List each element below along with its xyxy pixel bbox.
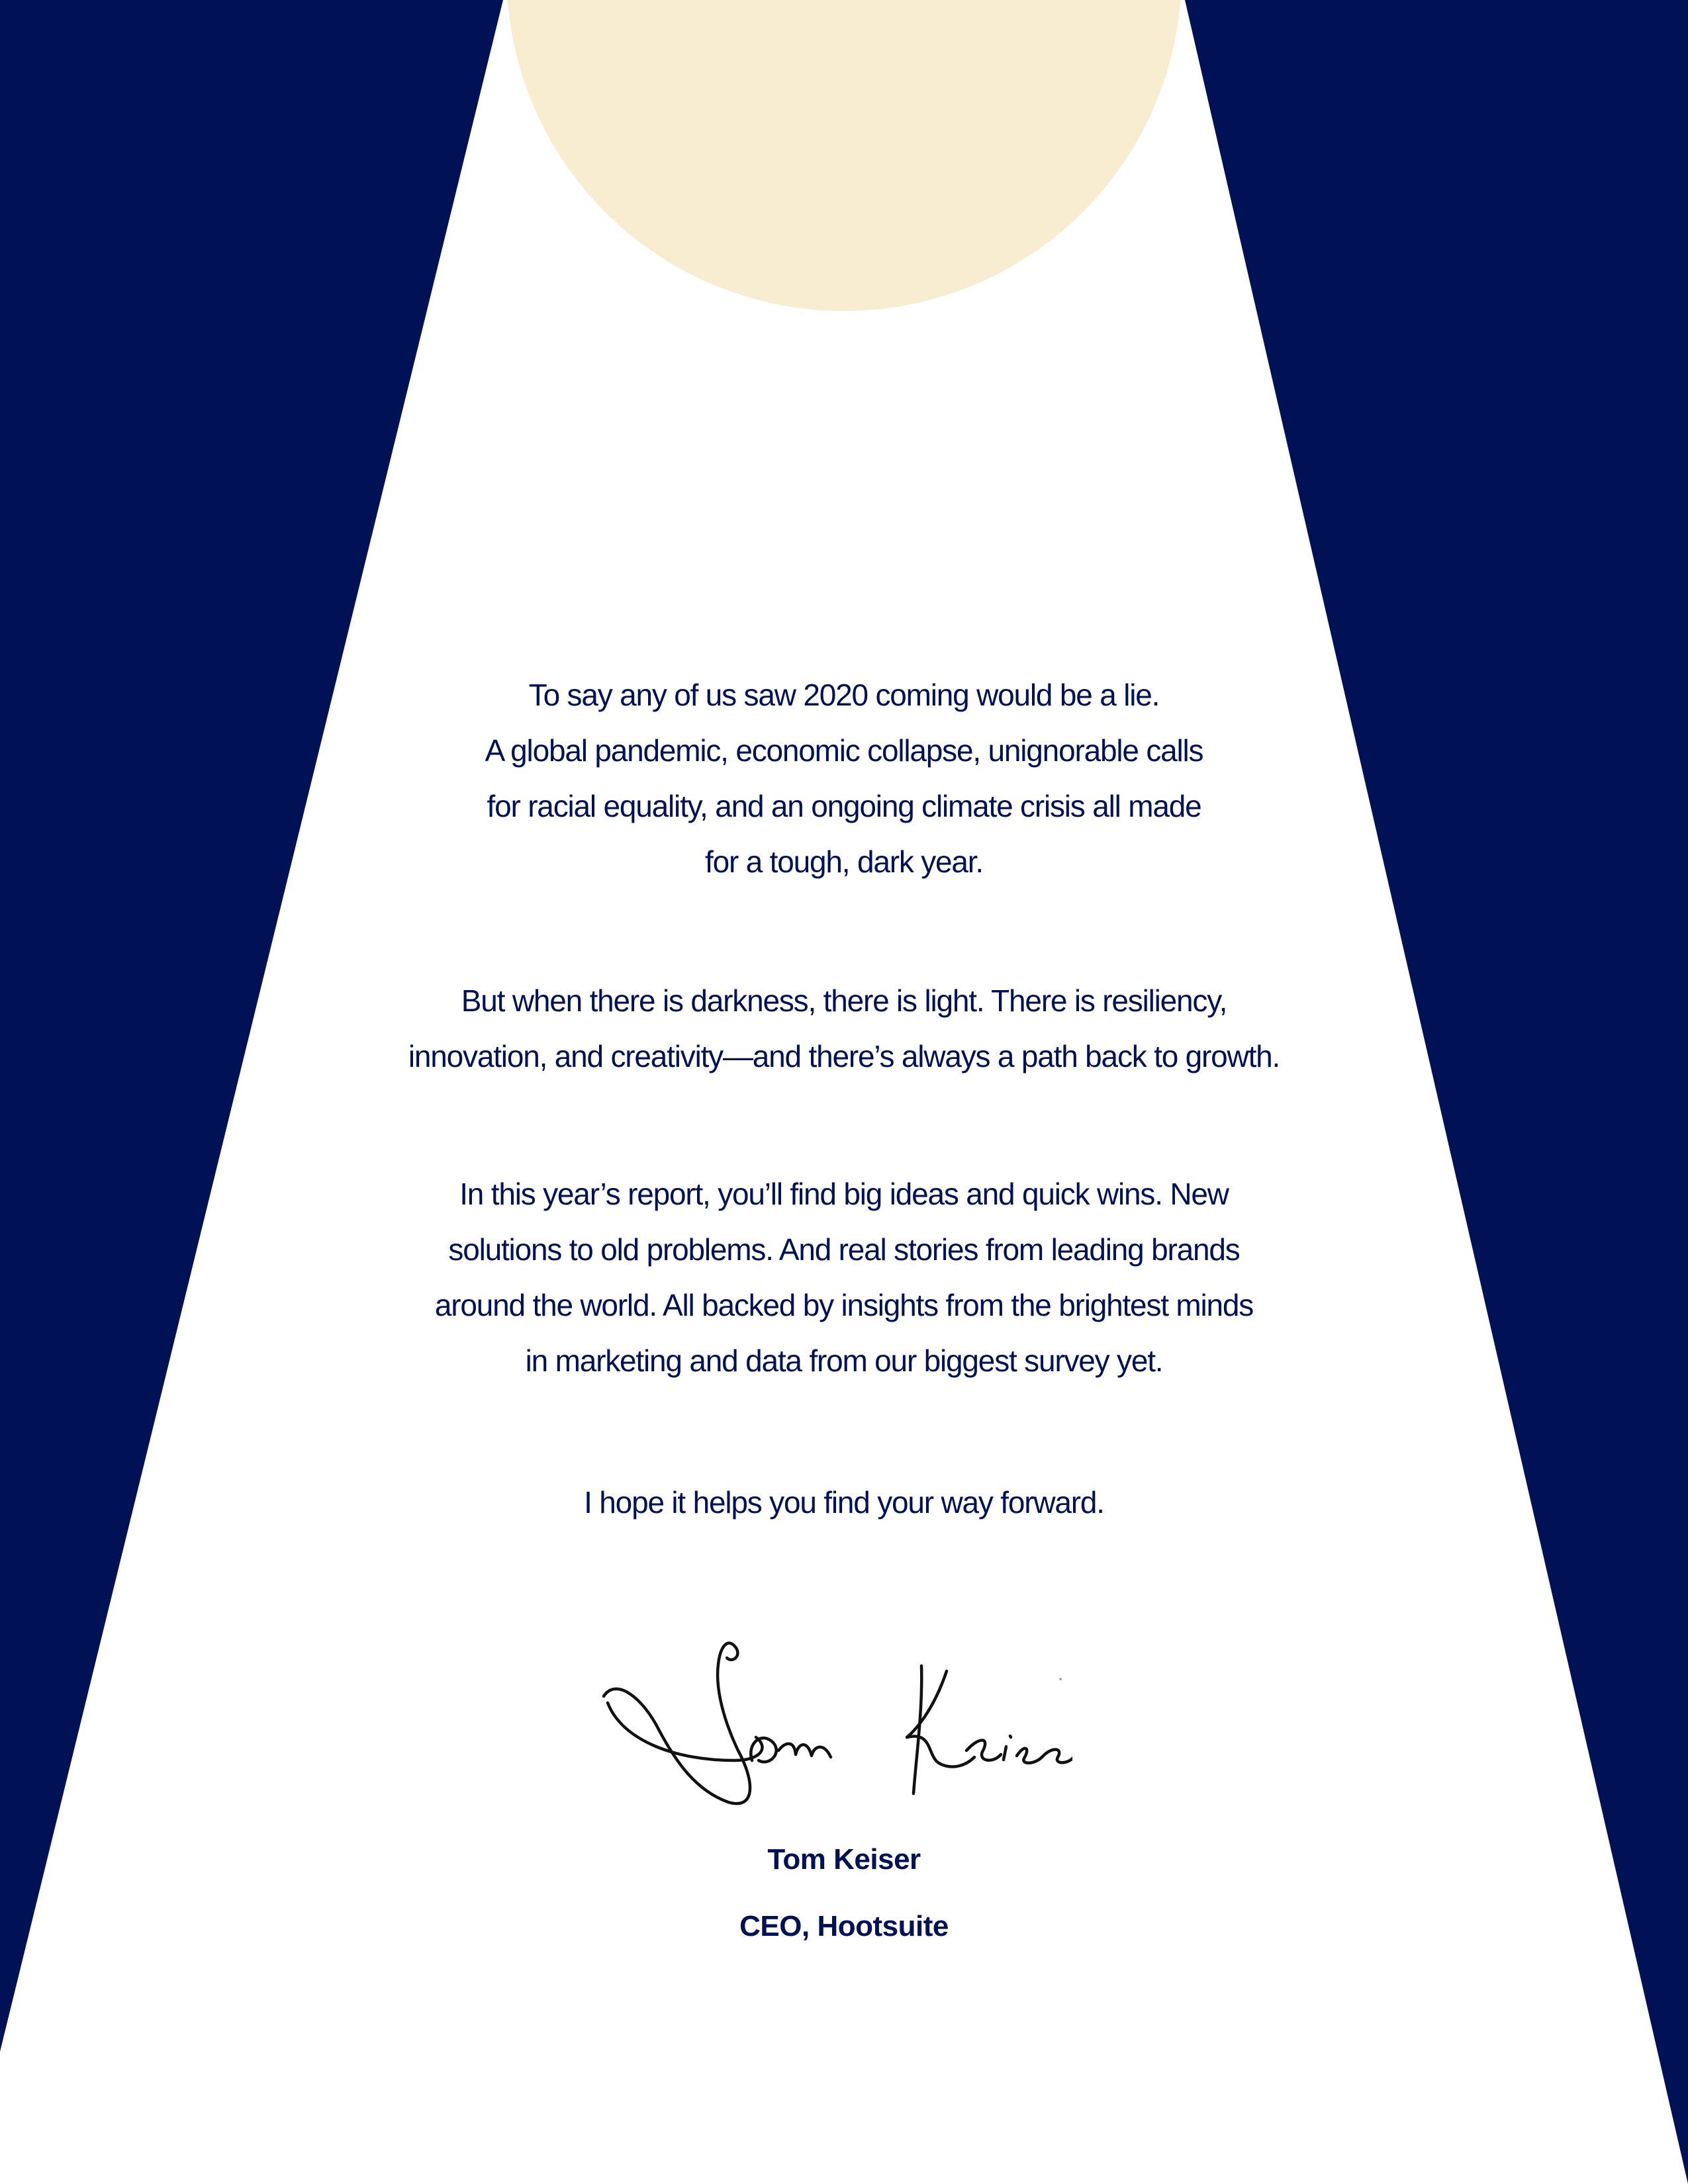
letter-line: in marketing and data from our biggest survey yet. [525,1343,1163,1378]
signer-title: CEO, Hootsuite [739,1910,949,1942]
letter-line: In this year’s report, you’ll find big ideas and quick wins. New [459,1177,1229,1211]
letter-line: for a tough, dark year. [705,844,983,879]
letter-line: around the world. All backed by insights from the brightest minds [434,1288,1254,1322]
letter-paragraph-3 [305,1166,1383,1388]
signature-stroke-eiser [966,1736,1072,1763]
letter-line: solutions to old problems. And real stories from leading brands [448,1232,1240,1267]
letter-paragraph-1 [305,667,1383,889]
letter-line: To say any of us saw 2020 coming would be a lie. [528,678,1160,712]
light-source-circle [506,0,1182,311]
letter-body [305,667,1383,1530]
handwritten-signature [596,1625,1072,1823]
letter-paragraph-4 [305,1475,1383,1530]
letter-line: for racial equality, and an ongoing climate crisis all made [487,789,1201,823]
signer-name: Tom Keiser [767,1843,921,1876]
letter-line: I hope it helps you find your way forward. [584,1485,1104,1520]
signature-dot [1059,1678,1062,1680]
letter-line: But when there is darkness, there is light. There is resiliency, [461,983,1227,1018]
letter-paragraph-2 [305,973,1383,1084]
signature-stroke-t-loop [604,1643,763,1804]
letter-line: innovation, and creativity—and there’s always a path back to growth. [408,1039,1280,1073]
letter-line: A global pandemic, economic collapse, unignorable calls [485,733,1203,768]
